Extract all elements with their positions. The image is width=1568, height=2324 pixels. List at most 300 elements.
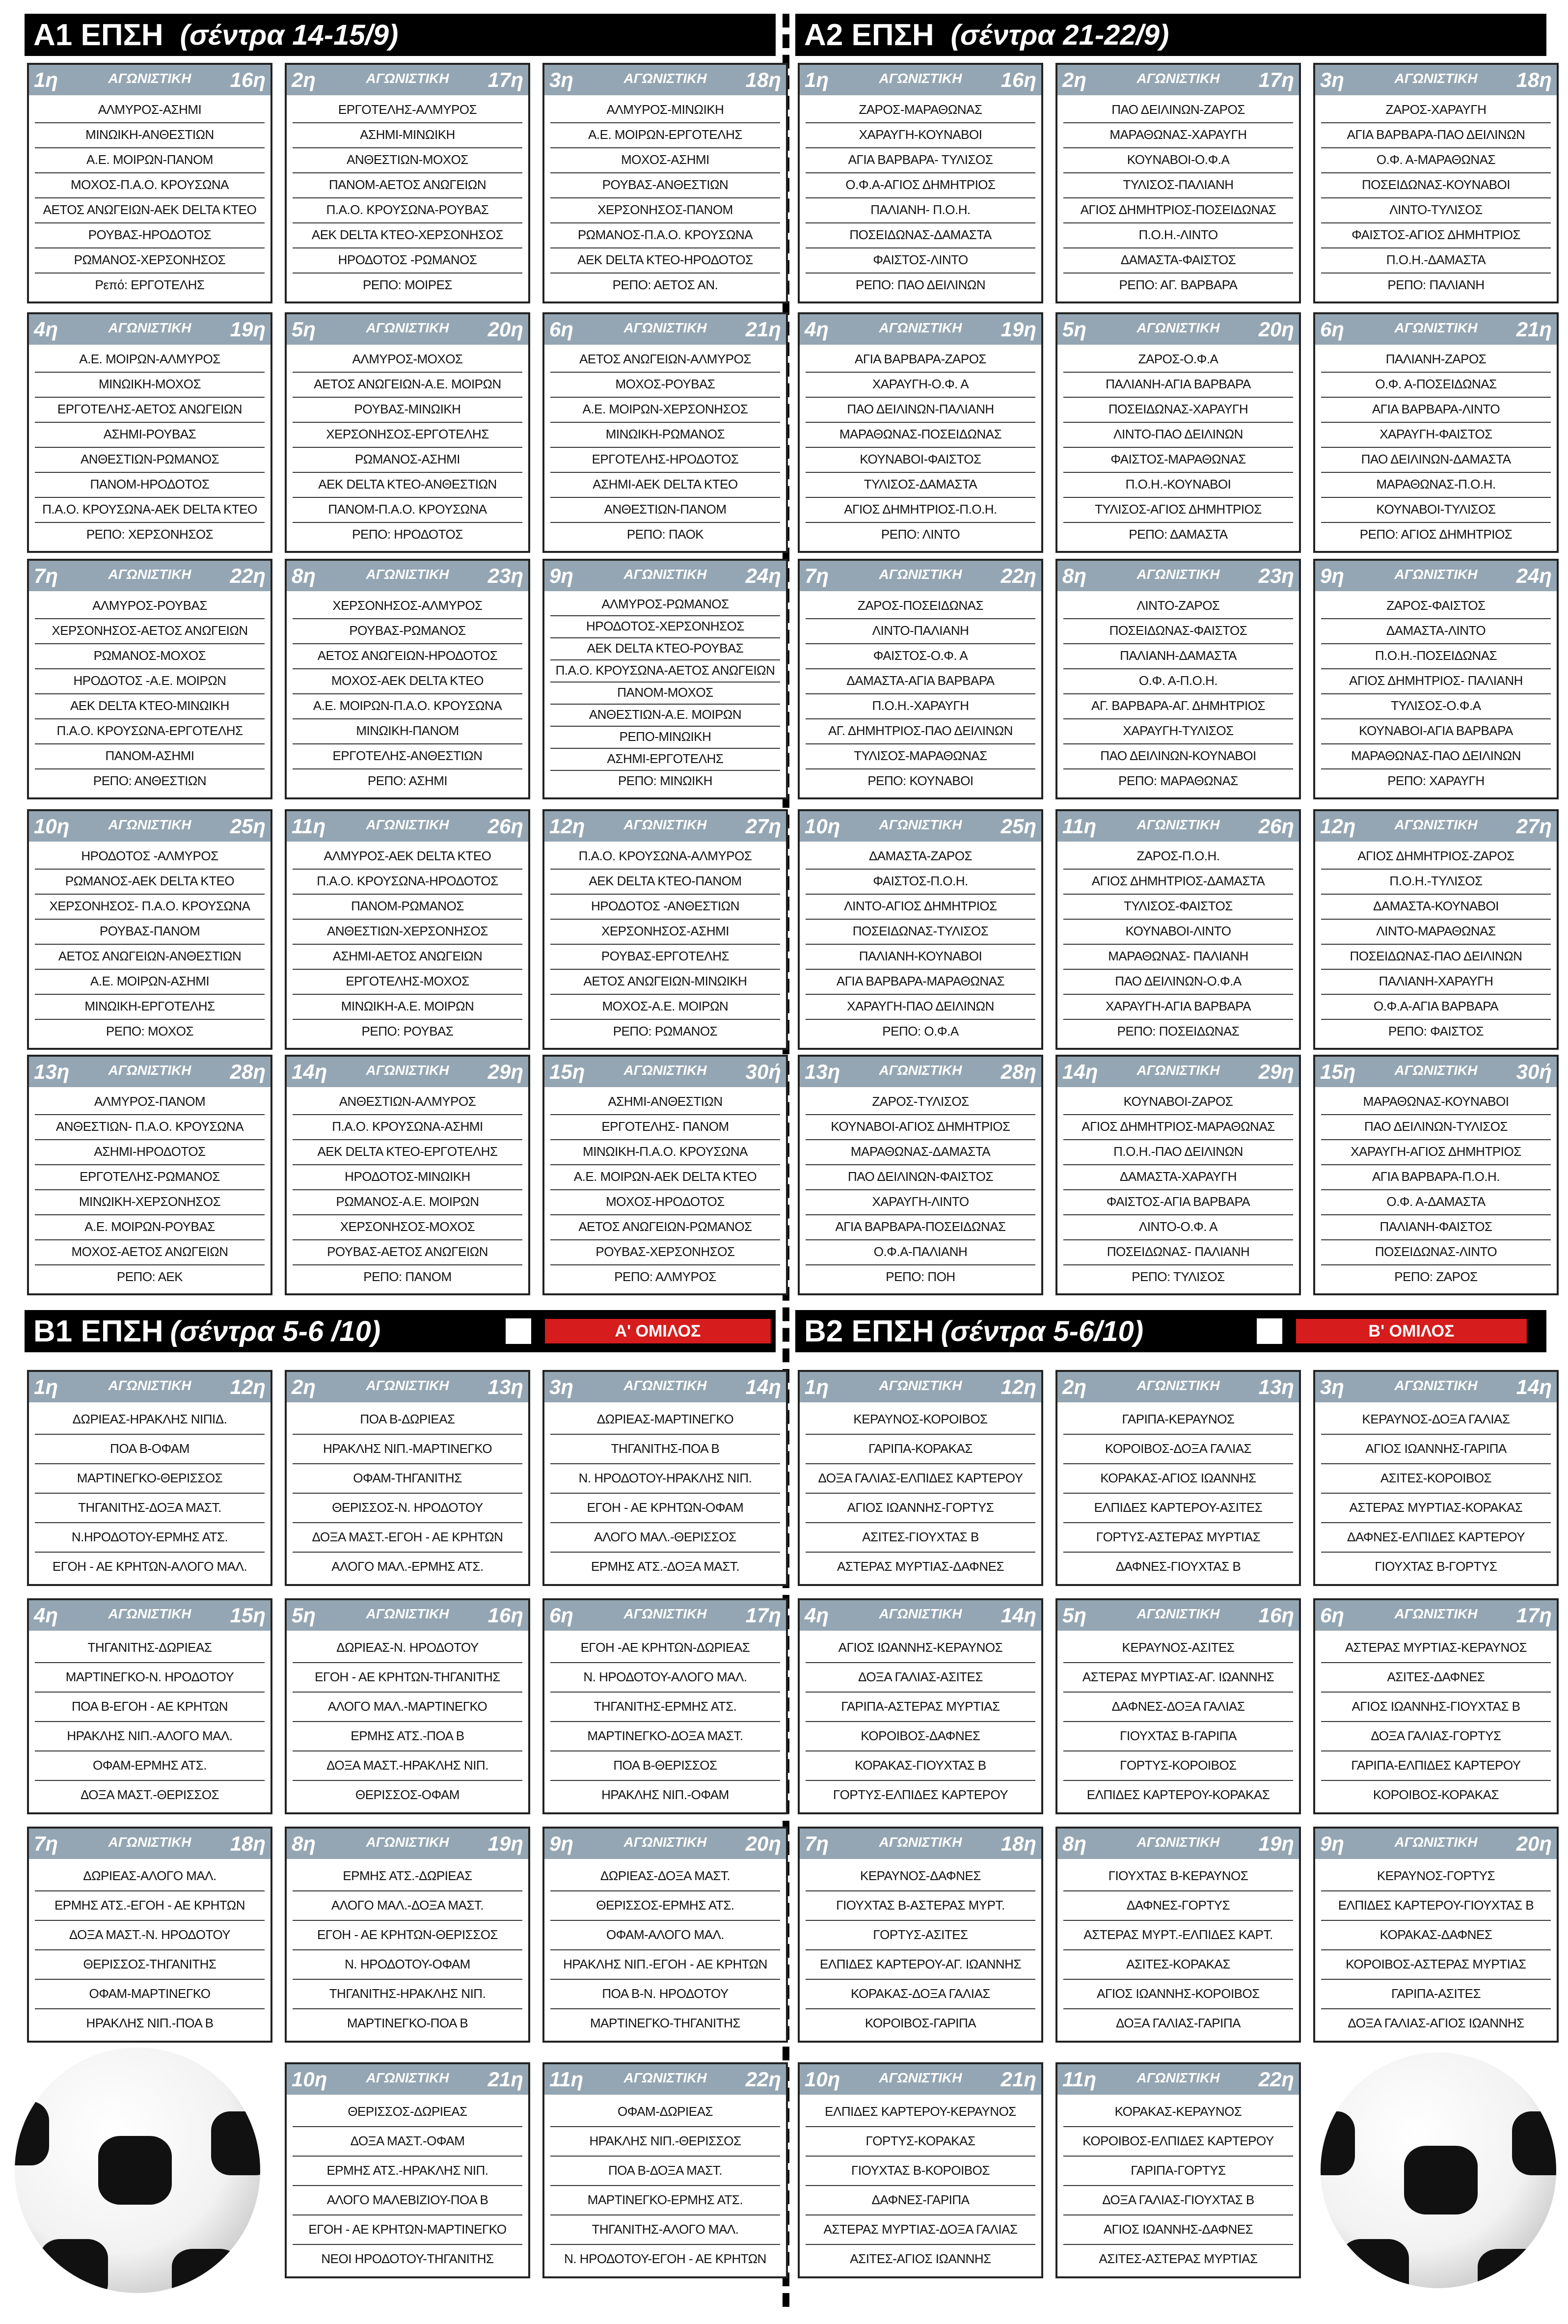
match-item: ΠΟΑ Β-ΟΦΑΜ [35, 1435, 265, 1464]
fixture-card [542, 559, 788, 799]
round-second-leg: 30ή [745, 1060, 781, 1083]
match-item: ΔΩΡΙΕΑΣ-ΑΛΟΓΟ ΜΑΛ. [35, 1862, 265, 1891]
group-label: Β' ΟΜΙΛΟΣ [1296, 1319, 1527, 1343]
match-item: ΓΙΟΥΧΤΑΣ Β-ΚΕΡΑΥΝΟΣ [1063, 1862, 1293, 1891]
card-header [29, 314, 270, 345]
bye-team: ΡΕΠΟ-ΜΙΝΩΙΚΗ [550, 727, 780, 749]
match-list [1315, 345, 1557, 550]
match-item: ΤΗΓΑΝΙΤΗΣ-ΗΡΑΚΛΗΣ ΝΙΠ. [293, 1980, 522, 2009]
fixture-card [27, 1055, 272, 1295]
fixture-card [285, 2062, 530, 2278]
match-item: ΕΓΟΗ - ΑΕ ΚΡΗΤΩΝ-ΟΦΑΜ [550, 1494, 780, 1523]
match-item: ΕΡΜΗΣ ΑΤΣ.-ΠΟΑ Β [293, 1722, 522, 1751]
round-second-leg: 14η [1000, 1604, 1036, 1627]
round-second-leg: 18η [230, 1832, 266, 1855]
round-second-leg: 19η [230, 318, 266, 341]
match-item: ΑΕΚ DELTA ΚΤΕΟ-ΡΟΥΒΑΣ [550, 638, 780, 660]
match-item: ΕΓΟΗ - ΑΕ ΚΡΗΤΩΝ-ΘΕΡΙΣΣΟΣ [293, 1921, 522, 1950]
match-item: ΔΑΜΑΣΤΑ-ΑΓΙΑ ΒΑΡΒΑΡΑ [806, 669, 1035, 694]
fixture-card [542, 1598, 788, 1814]
match-item: ΕΓΟΗ - ΑΕ ΚΡΗΤΩΝ-ΤΗΓΑΝΙΤΗΣ [293, 1663, 522, 1693]
match-item: ΗΡΑΚΛΗΣ ΝΙΠ.-ΟΦΑΜ [601, 1787, 729, 1802]
round-label: ΑΓΩΝΙΣΤΙΚΗ [879, 2070, 962, 2085]
match-item: ΑΝΘΕΣΤΙΩΝ-ΜΟΧΟΣ [293, 148, 522, 173]
match-list [29, 1087, 270, 1292]
card-header [287, 561, 528, 591]
fixture-card [798, 2062, 1043, 2278]
match-item: ΔΑΦΝΕΣ-ΕΛΠΙΔΕΣ ΚΑΡΤΕΡΟΥ [1321, 1523, 1551, 1553]
match-list [800, 1087, 1041, 1292]
match-item: ΚΟΥΝΑΒΟΙ-ΑΓΙΟΣ ΔΗΜΗΤΡΙΟΣ [806, 1115, 1035, 1140]
match-item: ΚΕΡΑΥΝΟΣ-ΔΟΞΑ ΓΑΛΙΑΣ [1321, 1405, 1551, 1435]
match-item: ΓΟΡΤΥΣ-ΑΣΙΤΕΣ [806, 1921, 1035, 1950]
match-item: ΜΑΡΑΘΩΝΑΣ-ΚΟΥΝΑΒΟΙ [1321, 1090, 1551, 1115]
round-second-leg: 23η [487, 564, 523, 587]
bye-team: ΡΕΠΟ: ΠΑΝΟΜ [363, 1269, 452, 1284]
bye-team: ΡΕΠΟ: ΑΝΘΕΣΤΙΩΝ [93, 773, 207, 788]
round-second-leg: 13η [1258, 1375, 1294, 1398]
match-item: ΔΩΡΙΕΑΣ-Ν. ΗΡΟΔΟΤΟΥ [293, 1634, 522, 1663]
card-header [1315, 1600, 1557, 1631]
match-item: ΑΓΙΟΣ ΙΩΑΝΝΗΣ-ΓΑΡΙΠΑ [1321, 1435, 1551, 1464]
round-label: ΑΓΩΝΙΣΤΙΚΗ [108, 1378, 191, 1393]
match-item: ΠΑΟ ΔΕΙΛΙΝΩΝ-ΔΑΜΑΣΤΑ [1321, 448, 1551, 473]
round-first-leg: 4η [805, 318, 829, 341]
fixture-card [542, 63, 788, 303]
match-item: ΔΟΞΑ ΜΑΣΤ.-ΟΦΑΜ [293, 2127, 522, 2157]
match-list [287, 1087, 528, 1292]
match-item: ΗΡΟΔΟΤΟΣ -ΑΛΜΥΡΟΣ [35, 845, 265, 870]
match-item: ΜΑΡΤΙΝΕΓΚΟ-Ν. ΗΡΟΔΟΤΟΥ [35, 1663, 265, 1693]
round-second-leg: 18η [745, 68, 781, 91]
card-header [544, 2064, 786, 2095]
round-first-leg: 11η [292, 815, 326, 838]
match-item: ΚΟΡΟΙΒΟΣ-ΔΟΞΑ ΓΑΛΙΑΣ [1063, 1435, 1293, 1464]
match-item: ΧΑΡΑΥΓΗ-ΠΑΟ ΔΕΙΛΙΝΩΝ [806, 995, 1035, 1020]
match-item: ΑΣΤΕΡΑΣ ΜΥΡΤΙΑΣ-ΔΟΞΑ ΓΑΛΙΑΣ [806, 2215, 1035, 2245]
round-first-leg: 7η [805, 564, 829, 587]
match-item: ΑΣΙΤΕΣ-ΑΣΤΕΡΑΣ ΜΥΡΤΙΑΣ [1099, 2251, 1258, 2266]
match-item: ΡΟΥΒΑΣ-ΜΙΝΩΙΚΗ [293, 398, 522, 423]
match-item: Π.Α.Ο. ΚΡΟΥΣΩΝΑ-ΕΡΓΟΤΕΛΗΣ [35, 719, 265, 744]
fixture-card [798, 1055, 1043, 1295]
bye-team: ΡΕΠΟ: ΠΑΛΙΑΝΗ [1387, 277, 1485, 292]
bye-team: ΡΕΠΟ: ΑΛΜΥΡΟΣ [614, 1269, 716, 1284]
round-second-leg: 12η [1000, 1375, 1036, 1398]
match-list [544, 591, 786, 795]
round-label: ΑΓΩΝΙΣΤΙΚΗ [879, 1378, 962, 1393]
match-item: ΜΙΝΩΙΚΗ-ΑΝΘΕΣΤΙΩΝ [35, 123, 265, 148]
match-item: ΔΟΞΑ ΜΑΣΤ.-ΗΡΑΚΛΗΣ ΝΙΠ. [293, 1751, 522, 1781]
match-item: ΑΕΤΟΣ ΑΝΩΓΕΙΩΝ-ΑΝΘΕΣΤΙΩΝ [35, 945, 265, 970]
match-item: ΑΕΤΟΣ ΑΝΩΓΕΙΩΝ-ΜΙΝΩΙΚΗ [550, 970, 780, 995]
match-item: ΦΑΙΣΤΟΣ-Π.Ο.Η. [806, 870, 1035, 895]
match-list [1315, 1402, 1557, 1584]
round-second-leg: 23η [1258, 564, 1294, 587]
match-list [287, 95, 528, 301]
card-header [800, 1600, 1041, 1631]
match-item: ΑΓΙΟΣ ΙΩΑΝΝΗΣ-ΚΕΡΑΥΝΟΣ [806, 1634, 1035, 1663]
match-item: ΠΟΑ Β-ΔΟΞΑ ΜΑΣΤ. [550, 2157, 780, 2186]
match-item: ΕΡΓΟΤΕΛΗΣ-ΗΡΟΔΟΤΟΣ [550, 448, 780, 473]
match-item: ΑΕΤΟΣ ΑΝΩΓΕΙΩΝ-ΑΛΜΥΡΟΣ [550, 348, 780, 373]
match-list [800, 2095, 1041, 2276]
match-item: ΑΓΙΑ ΒΑΡΒΑΡΑ-Π.Ο.Η. [1321, 1165, 1551, 1190]
match-item: ΑΓΙΟΣ ΙΩΑΝΝΗΣ-ΓΟΡΤΥΣ [806, 1494, 1035, 1523]
match-item: ΔΑΜΑΣΤΑ-ΖΑΡΟΣ [806, 845, 1035, 870]
section-title: Α1 ΕΠΣΗ [33, 18, 163, 52]
match-item: ΕΡΓΟΤΕΛΗΣ-ΜΟΧΟΣ [293, 970, 522, 995]
match-list [1315, 842, 1557, 1047]
match-list [1315, 1631, 1557, 1812]
match-item: Ο.Φ. Α-ΔΑΜΑΣΤΑ [1321, 1190, 1551, 1215]
match-item: Α.Ε. ΜΟΙΡΩΝ-ΑΕΚ DELTA ΚΤΕΟ [550, 1165, 780, 1190]
match-item: ΗΡΟΔΟΤΟΣ -Α.Ε. ΜΟΙΡΩΝ [35, 669, 265, 694]
bye-team: ΡΕΠΟ: ΖΑΡΟΣ [1394, 1269, 1478, 1284]
round-label: ΑΓΩΝΙΣΤΙΚΗ [879, 817, 962, 832]
match-item: ΟΦΑΜ-ΕΡΜΗΣ ΑΤΣ. [35, 1751, 265, 1781]
round-first-leg: 15η [549, 1060, 585, 1083]
match-item: ΑΓΙΟΣ ΔΗΜΗΤΡΙΟΣ-ΠΟΣΕΙΔΩΝΑΣ [1063, 198, 1293, 223]
card-header [544, 65, 786, 95]
round-second-leg: 29η [487, 1060, 523, 1083]
round-label: ΑΓΩΝΙΣΤΙΚΗ [108, 817, 191, 832]
match-item: ΚΕΡΑΥΝΟΣ-ΓΟΡΤΥΣ [1321, 1862, 1551, 1891]
match-list [1315, 591, 1557, 796]
round-label: ΑΓΩΝΙΣΤΙΚΗ [1136, 2070, 1220, 2085]
match-list [1057, 842, 1299, 1047]
match-item: ΛΙΝΤΟ-Ο.Φ. Α [1063, 1215, 1293, 1240]
match-item: ΑΣΙΤΕΣ-ΓΙΟΥΧΤΑΣ Β [806, 1523, 1035, 1553]
match-item: ΚΟΥΝΑΒΟΙ-ΖΑΡΟΣ [1063, 1090, 1293, 1115]
fixture-card [1055, 1370, 1301, 1586]
section-subtitle: (σέντρα 21-22/9) [950, 19, 1169, 51]
round-label: ΑΓΩΝΙΣΤΙΚΗ [879, 320, 962, 335]
fixture-card [27, 809, 272, 1050]
round-second-leg: 24η [1516, 564, 1552, 587]
match-item: ΜΙΝΩΙΚΗ-ΧΕΡΣΟΝΗΣΟΣ [35, 1190, 265, 1215]
match-list [800, 345, 1041, 550]
match-item: ΑΕΤΟΣ ΑΝΩΓΕΙΩΝ-ΑΕΚ DELTA ΚΤΕΟ [35, 198, 265, 223]
match-item: ΓΑΡΙΠΑ-ΑΣΤΕΡΑΣ ΜΥΡΤΙΑΣ [806, 1693, 1035, 1722]
fixture-card [798, 1827, 1043, 2043]
match-item: Ο.Φ. Α-ΠΟΣΕΙΔΩΝΑΣ [1321, 373, 1551, 398]
bye-team: ΡΕΠΟ: ΑΕΚ [116, 1269, 183, 1284]
match-item: ΑΣΤΕΡΑΣ ΜΥΡΤ.-ΕΛΠΙΔΕΣ ΚΑΡΤ. [1063, 1921, 1293, 1950]
match-item: ΜΑΡΑΘΩΝΑΣ-ΠΟΣΕΙΔΩΝΑΣ [806, 423, 1035, 448]
fixture-card [798, 1370, 1043, 1586]
bye-team: ΡΕΠΟ: ΑΣΗΜΙ [367, 773, 448, 788]
fixture-card [798, 559, 1043, 799]
match-item: ΓΑΡΙΠΑ-ΕΛΠΙΔΕΣ ΚΑΡΤΕΡΟΥ [1321, 1751, 1551, 1781]
match-item: ΔΑΜΑΣΤΑ-ΧΑΡΑΥΓΗ [1063, 1165, 1293, 1190]
fixture-card [1313, 1598, 1559, 1814]
bye-team: ΡΕΠΟ: ΡΟΥΒΑΣ [361, 1024, 454, 1039]
match-item: ΔΑΦΝΕΣ-ΔΟΞΑ ΓΑΛΙΑΣ [1063, 1693, 1293, 1722]
match-item: ΠΑΝΟΜ-ΡΩΜΑΝΟΣ [293, 895, 522, 920]
match-item: Ο.Φ.Α-ΠΑΛΙΑΝΗ [806, 1240, 1035, 1265]
round-label: ΑΓΩΝΙΣΤΙΚΗ [366, 320, 449, 335]
card-header [287, 811, 528, 842]
fixture-card [1055, 1055, 1301, 1295]
round-second-leg: 26η [487, 815, 523, 838]
match-item: ΔΩΡΙΕΑΣ-ΔΟΞΑ ΜΑΣΤ. [550, 1862, 780, 1891]
round-label: ΑΓΩΝΙΣΤΙΚΗ [1136, 1606, 1220, 1621]
match-item: ΚΟΥΝΑΒΟΙ-Ο.Φ.Α [1063, 148, 1293, 173]
round-label: ΑΓΩΝΙΣΤΙΚΗ [1136, 567, 1220, 582]
match-list [800, 1859, 1041, 2041]
match-item: ΧΑΡΑΥΓΗ-ΦΑΙΣΤΟΣ [1321, 423, 1551, 448]
match-item: ΦΑΙΣΤΟΣ-ΜΑΡΑΘΩΝΑΣ [1063, 448, 1293, 473]
round-first-leg: 7η [34, 564, 58, 587]
card-header [29, 561, 270, 591]
round-second-leg: 22η [230, 564, 266, 587]
match-item: ΑΣΗΜΙ-ΑΕΚ DELTA ΚΤΕΟ [550, 473, 780, 498]
match-list [287, 842, 528, 1047]
round-second-leg: 17η [487, 68, 523, 91]
match-item: ΑΓΙΟΣ ΙΩΑΝΝΗΣ-ΔΑΦΝΕΣ [1063, 2215, 1293, 2245]
match-item: ΔΟΞΑ ΓΑΛΙΑΣ-ΓΙΟΥΧΤΑΣ Β [1063, 2186, 1293, 2215]
match-list [29, 1402, 270, 1584]
match-item: ΕΡΜΗΣ ΑΤΣ.-ΗΡΑΚΛΗΣ ΝΙΠ. [293, 2157, 522, 2186]
card-header [1057, 561, 1299, 591]
match-item: ΚΕΡΑΥΝΟΣ-ΚΟΡΟΙΒΟΣ [806, 1405, 1035, 1435]
card-header [1057, 1057, 1299, 1087]
match-item: ΗΡΑΚΛΗΣ ΝΙΠ.-ΑΛΟΓΟ ΜΑΛ. [35, 1722, 265, 1751]
match-item: ΔΑΜΑΣΤΑ-ΛΙΝΤΟ [1321, 619, 1551, 644]
match-list [29, 842, 270, 1047]
round-second-leg: 20η [487, 318, 523, 341]
match-item: ΚΟΡΟΙΒΟΣ-ΕΛΠΙΔΕΣ ΚΑΡΤΕΡΟΥ [1063, 2127, 1293, 2157]
match-item: Ν.ΗΡΟΔΟΤΟΥ-ΕΡΜΗΣ ΑΤΣ. [35, 1523, 265, 1553]
match-item: ΑΓΙΑ ΒΑΡΒΑΡΑ-ΠΑΟ ΔΕΙΛΙΝΩΝ [1321, 123, 1551, 148]
match-item: ΑΣΤΕΡΑΣ ΜΥΡΤΙΑΣ-ΑΓ. ΙΩΑΝΝΗΣ [1063, 1663, 1293, 1693]
match-item: ΕΡΓΟΤΕΛΗΣ-ΑΛΜΥΡΟΣ [293, 98, 522, 123]
match-item: ΜΙΝΩΙΚΗ-ΠΑΝΟΜ [293, 719, 522, 744]
match-item: ΖΑΡΟΣ-ΜΑΡΑΘΩΝΑΣ [806, 98, 1035, 123]
round-second-leg: 21η [487, 2068, 523, 2091]
match-item: ΤΥΛΙΣΟΣ-Ο.Φ.Α [1321, 694, 1551, 719]
match-item: ΔΑΦΝΕΣ-ΓΑΡΙΠΑ [806, 2186, 1035, 2215]
match-item: Α.Ε. ΜΟΙΡΩΝ-ΑΣΗΜΙ [35, 970, 265, 995]
match-list [287, 1402, 528, 1584]
match-item: ΚΟΡΟΙΒΟΣ-ΚΟΡΑΚΑΣ [1373, 1787, 1499, 1802]
round-label: ΑΓΩΝΙΣΤΙΚΗ [1394, 71, 1478, 86]
round-second-leg: 22η [1258, 2068, 1294, 2091]
fixture-card [1313, 1055, 1559, 1295]
match-item: Π.Α.Ο. ΚΡΟΥΣΩΝΑ-ΡΟΥΒΑΣ [293, 198, 522, 223]
match-item: Α.Ε. ΜΟΙΡΩΝ-ΧΕΡΣΟΝΗΣΟΣ [550, 398, 780, 423]
match-list [1057, 1087, 1299, 1292]
round-second-leg: 17η [1258, 68, 1294, 91]
match-item: ΠΑΛΙΑΝΗ-ΧΑΡΑΥΓΗ [1321, 970, 1551, 995]
match-item: ΑΝΘΕΣΤΙΩΝ-ΧΕΡΣΟΝΗΣΟΣ [293, 920, 522, 945]
match-item: Ο.Φ.Α-ΑΓΙΑ ΒΑΡΒΑΡΑ [1321, 995, 1551, 1020]
round-label: ΑΓΩΝΙΣΤΙΚΗ [879, 1606, 962, 1621]
match-item: ΜΟΧΟΣ-ΡΟΥΒΑΣ [550, 373, 780, 398]
bye-team: ΡΕΠΟ: ΚΟΥΝΑΒΟΙ [867, 773, 973, 788]
match-item: Π.Ο.Η.-ΤΥΛΙΣΟΣ [1321, 870, 1551, 895]
card-header [800, 2064, 1041, 2095]
match-item: ΚΕΡΑΥΝΟΣ-ΑΣΙΤΕΣ [1063, 1634, 1293, 1663]
card-header [1315, 1372, 1557, 1402]
match-item: ΠΑΝΟΜ-ΑΕΤΟΣ ΑΝΩΓΕΙΩΝ [293, 173, 522, 198]
fixture-card [1313, 312, 1559, 553]
match-list [800, 1631, 1041, 1812]
round-first-leg: 9η [1320, 564, 1345, 587]
match-item: ΑΓΙΟΣ ΔΗΜΗΤΡΙΟΣ- ΠΑΛΙΑΝΗ [1321, 669, 1551, 694]
card-header [544, 1829, 786, 1859]
round-second-leg: 20η [1258, 318, 1294, 341]
match-item: ΔΩΡΙΕΑΣ-ΗΡΑΚΛΗΣ ΝΙΠΙΔ. [35, 1405, 265, 1435]
match-list [544, 2095, 786, 2276]
match-item: ΛΙΝΤΟ-ΠΑΟ ΔΕΙΛΙΝΩΝ [1063, 423, 1293, 448]
match-item: ΤΗΓΑΝΙΤΗΣ-ΠΟΑ Β [550, 1435, 780, 1464]
match-item: ΡΟΥΒΑΣ-ΕΡΓΟΤΕΛΗΣ [550, 945, 780, 970]
match-item: ΑΛΜΥΡΟΣ-ΠΑΝΟΜ [35, 1090, 265, 1115]
round-label: ΑΓΩΝΙΣΤΙΚΗ [108, 1606, 191, 1621]
round-label: ΑΓΩΝΙΣΤΙΚΗ [623, 1063, 707, 1078]
match-item: ΠΑΛΙΑΝΗ-ΔΑΜΑΣΤΑ [1063, 644, 1293, 669]
match-item: ΔΟΞΑ ΓΑΛΙΑΣ-ΑΣΙΤΕΣ [806, 1663, 1035, 1693]
match-item: ΜΑΡΑΘΩΝΑΣ-Π.Ο.Η. [1321, 473, 1551, 498]
round-first-leg: 9η [549, 564, 574, 587]
round-first-leg: 15η [1320, 1060, 1356, 1083]
round-second-leg: 17η [745, 1604, 781, 1627]
round-second-leg: 24η [745, 564, 781, 587]
match-item: ΑΓΙΟΣ ΙΩΑΝΝΗΣ-ΚΟΡΟΙΒΟΣ [1063, 1980, 1293, 2009]
match-item: ΔΟΞΑ ΓΑΛΙΑΣ-ΕΛΠΙΔΕΣ ΚΑΡΤΕΡΟΥ [806, 1464, 1035, 1494]
match-item: ΡΟΥΒΑΣ-ΑΕΤΟΣ ΑΝΩΓΕΙΩΝ [293, 1240, 522, 1265]
bye-team: Ρεπό: ΕΡΓΟΤΕΛΗΣ [95, 277, 205, 292]
match-list [1057, 1631, 1299, 1812]
bye-team: ΡΕΠΟ: ΦΑΙΣΤΟΣ [1388, 1024, 1484, 1039]
match-item: Π.Ο.Η.-ΛΙΝΤΟ [1063, 223, 1293, 248]
match-item: Α.Ε. ΜΟΙΡΩΝ-ΡΟΥΒΑΣ [35, 1215, 265, 1240]
fixture-card [542, 809, 788, 1050]
match-item: ΧΑΡΑΥΓΗ-ΑΓΙΑ ΒΑΡΒΑΡΑ [1063, 995, 1293, 1020]
match-item: ΑΓ. ΒΑΡΒΑΡΑ-ΑΓ. ΔΗΜΗΤΡΙΟΣ [1063, 694, 1293, 719]
round-second-leg: 25η [1000, 815, 1036, 838]
section-subtitle: (σέντρα 14-15/9) [180, 19, 399, 51]
card-header [29, 1372, 270, 1402]
section-subtitle: (σέντρα 5-6/10) [941, 1315, 1144, 1347]
match-item: ΤΗΓΑΝΙΤΗΣ-ΑΛΟΓΟ ΜΑΛ. [550, 2215, 780, 2245]
match-item: Ν. ΗΡΟΔΟΤΟΥ-ΗΡΑΚΛΗΣ ΝΙΠ. [550, 1464, 780, 1494]
match-item: Π.Α.Ο. ΚΡΟΥΣΩΝΑ-ΗΡΟΔΟΤΟΣ [293, 870, 522, 895]
match-item: ΡΟΥΒΑΣ-ΡΩΜΑΝΟΣ [293, 619, 522, 644]
section-title: Β2 ΕΠΣΗ [804, 1314, 934, 1348]
round-first-leg: 5η [292, 1604, 316, 1627]
card-header [544, 1372, 786, 1402]
match-item: Π.Ο.Η.-ΠΟΣΕΙΔΩΝΑΣ [1321, 644, 1551, 669]
round-label: ΑΓΩΝΙΣΤΙΚΗ [366, 1063, 449, 1078]
match-item: ΘΕΡΙΣΣΟΣ-ΔΩΡΙΕΑΣ [293, 2098, 522, 2127]
match-item: ΠΟΣΕΙΔΩΝΑΣ-ΚΟΥΝΑΒΟΙ [1321, 173, 1551, 198]
round-label: ΑΓΩΝΙΣΤΙΚΗ [108, 1063, 191, 1078]
match-item: ΟΦΑΜ-ΔΩΡΙΕΑΣ [550, 2098, 780, 2127]
match-item: ΑΛΜΥΡΟΣ-ΜΟΧΟΣ [293, 348, 522, 373]
round-label: ΑΓΩΝΙΣΤΙΚΗ [1394, 1378, 1478, 1393]
match-item: ΠΑΟ ΔΕΙΛΙΝΩΝ-ΦΑΙΣΤΟΣ [806, 1165, 1035, 1190]
round-label: ΑΓΩΝΙΣΤΙΚΗ [879, 71, 962, 86]
round-first-leg: 13η [34, 1060, 70, 1083]
round-second-leg: 21η [1516, 318, 1552, 341]
match-item: ΓΟΡΤΥΣ-ΚΟΡΑΚΑΣ [806, 2127, 1035, 2157]
round-second-leg: 22η [1000, 564, 1036, 587]
bye-team: ΡΕΠΟ: ΠΑΟ ΔΕΙΛΙΝΩΝ [855, 277, 986, 292]
match-item: ΦΑΙΣΤΟΣ-ΑΓΙΑ ΒΑΡΒΑΡΑ [1063, 1190, 1293, 1215]
round-first-leg: 5η [292, 318, 316, 341]
match-item: ΠΟΣΕΙΔΩΝΑΣ-ΔΑΜΑΣΤΑ [806, 223, 1035, 248]
round-second-leg: 29η [1258, 1060, 1294, 1083]
match-item: ΠΟΑ Β-Ν. ΗΡΟΔΟΤΟΥ [550, 1980, 780, 2009]
match-item: Π.Ο.Η.-ΚΟΥΝΑΒΟΙ [1063, 473, 1293, 498]
round-second-leg: 27η [1516, 815, 1552, 838]
round-label: ΑΓΩΝΙΣΤΙΚΗ [1136, 320, 1220, 335]
match-item: ΑΣΤΕΡΑΣ ΜΥΡΤΙΑΣ-ΚΕΡΑΥΝΟΣ [1321, 1634, 1551, 1663]
match-item: ΜΑΡΤΙΝΕΓΚΟ-ΕΡΜΗΣ ΑΤΣ. [550, 2186, 780, 2215]
match-item: ΠΟΣΕΙΔΩΝΑΣ-ΤΥΛΙΣΟΣ [806, 920, 1035, 945]
card-header [1057, 2064, 1299, 2095]
match-list [29, 1631, 270, 1812]
round-first-leg: 9η [549, 1832, 574, 1855]
round-first-leg: 6η [549, 318, 574, 341]
match-item: ΡΩΜΑΝΟΣ-ΑΣΗΜΙ [293, 448, 522, 473]
round-second-leg: 13η [487, 1375, 523, 1398]
match-item: ΜΙΝΩΙΚΗ-Π.Α.Ο. ΚΡΟΥΣΩΝΑ [550, 1140, 780, 1165]
match-item: ΑΛΟΓΟ ΜΑΛ.-ΔΟΞΑ ΜΑΣΤ. [293, 1891, 522, 1921]
match-list [1315, 1859, 1557, 2041]
match-item: ΝΕΟΙ ΗΡΟΔΟΤΟΥ-ΤΗΓΑΝΙΤΗΣ [321, 2251, 494, 2266]
round-first-leg: 4η [34, 318, 58, 341]
match-item: ΑΕΚ DELTA ΚΤΕΟ-ΠΑΝΟΜ [550, 870, 780, 895]
match-item: Α.Ε. ΜΟΙΡΩΝ-ΑΛΜΥΡΟΣ [35, 348, 265, 373]
match-item: ΕΓΟΗ -ΑΕ ΚΡΗΤΩΝ-ΔΩΡΙΕΑΣ [550, 1634, 780, 1663]
match-item: ΑΣΤΕΡΑΣ ΜΥΡΤΙΑΣ-ΚΟΡΑΚΑΣ [1321, 1494, 1551, 1523]
round-second-leg: 19η [1000, 318, 1036, 341]
marker-square [1257, 1318, 1282, 1344]
round-first-leg: 5η [1062, 1604, 1087, 1627]
match-item: ΑΓΙΑ ΒΑΡΒΑΡΑ- ΤΥΛΙΣΟΣ [806, 148, 1035, 173]
match-item: ΑΣΙΤΕΣ-ΚΟΡΟΙΒΟΣ [1321, 1464, 1551, 1494]
bye-team: ΡΕΠΟ: ΜΟΙΡΕΣ [363, 277, 452, 292]
bye-team: ΡΕΠΟ: ΤΥΛΙΣΟΣ [1132, 1269, 1225, 1284]
fixture-card [27, 1827, 272, 2043]
match-item: ΕΡΓΟΤΕΛΗΣ- ΠΑΝΟΜ [550, 1115, 780, 1140]
round-first-leg: 10η [34, 815, 70, 838]
match-item: ΑΛΜΥΡΟΣ-ΑΣΗΜΙ [35, 98, 265, 123]
match-item: ΑΛΜΥΡΟΣ-ΜΙΝΩΙΚΗ [550, 98, 780, 123]
match-item: ΛΙΝΤΟ-ΠΑΛΙΑΝΗ [806, 619, 1035, 644]
match-item: ΑΕΚ DELTA ΚΤΕΟ-ΜΙΝΩΙΚΗ [35, 694, 265, 719]
match-item: ΕΛΠΙΔΕΣ ΚΑΡΤΕΡΟΥ-ΑΣΙΤΕΣ [1063, 1494, 1293, 1523]
match-item: Π.Ο.Η.-ΔΑΜΑΣΤΑ [1321, 248, 1551, 273]
match-item: ΟΦΑΜ-ΜΑΡΤΙΝΕΓΚΟ [35, 1980, 265, 2009]
match-list [1057, 345, 1299, 550]
fixture-card [1313, 559, 1559, 799]
round-first-leg: 10η [805, 2068, 840, 2091]
round-label: ΑΓΩΝΙΣΤΙΚΗ [1394, 1606, 1478, 1621]
fixture-card [542, 2062, 788, 2278]
round-second-leg: 27η [745, 815, 781, 838]
match-item: ΚΟΥΝΑΒΟΙ-ΦΑΙΣΤΟΣ [806, 448, 1035, 473]
fixture-card [27, 1598, 272, 1814]
match-item: Α.Ε. ΜΟΙΡΩΝ-ΕΡΓΟΤΕΛΗΣ [550, 123, 780, 148]
round-first-leg: 12η [549, 815, 585, 838]
match-item: ΑΕΚ DELTA ΚΤΕΟ-ΗΡΟΔΟΤΟΣ [550, 248, 780, 273]
round-first-leg: 14η [292, 1060, 327, 1083]
